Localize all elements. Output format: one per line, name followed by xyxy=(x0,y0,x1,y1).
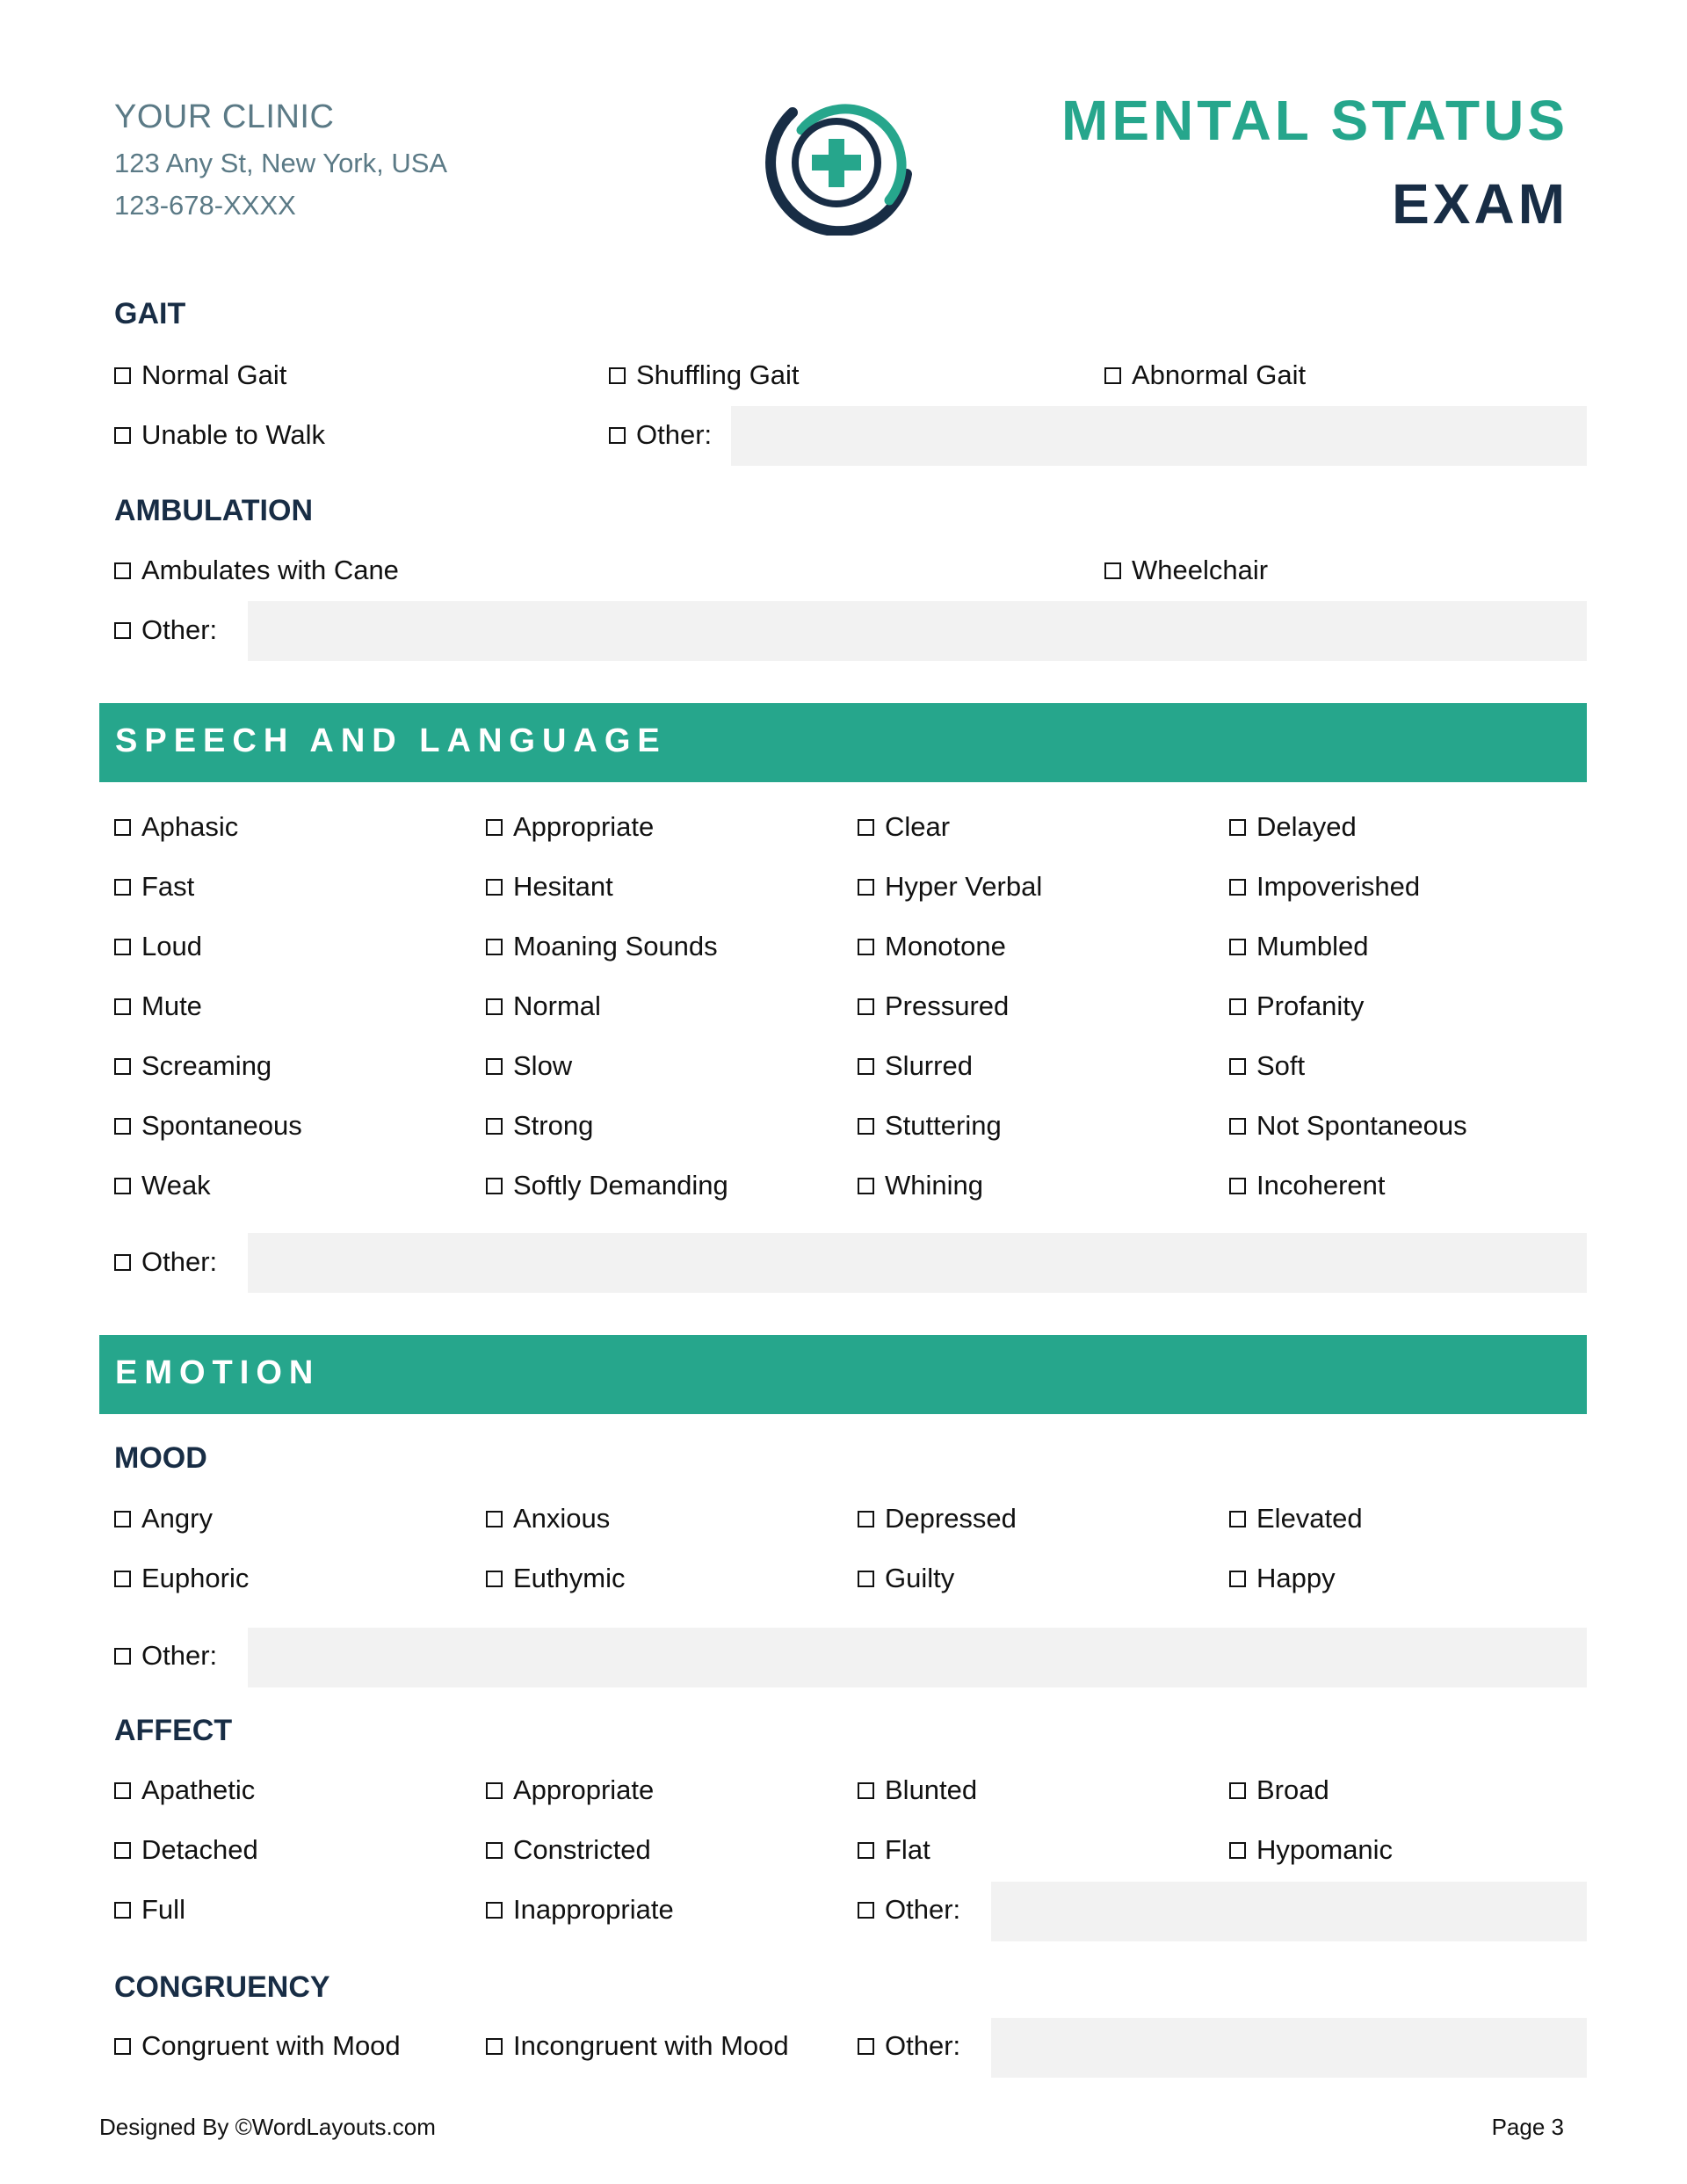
affect-option-checkbox[interactable] xyxy=(114,1832,258,1868)
checkbox-icon[interactable] xyxy=(486,2038,503,2055)
checkbox-icon[interactable] xyxy=(486,879,503,896)
checkbox-icon[interactable] xyxy=(1229,1058,1246,1075)
checkbox-icon[interactable] xyxy=(486,998,503,1015)
checkbox-icon[interactable] xyxy=(486,1842,503,1859)
checkbox-icon[interactable] xyxy=(114,879,131,896)
speech-option-label: Profanity xyxy=(1256,990,1365,1021)
speech-option-checkbox[interactable] xyxy=(114,809,238,845)
mood-option-checkbox[interactable] xyxy=(114,1501,213,1536)
mood-option-checkbox[interactable] xyxy=(858,1501,1017,1536)
affect-option-checkbox[interactable] xyxy=(858,1832,930,1868)
affect-option-label: Appropriate xyxy=(513,1774,655,1805)
checkbox-icon[interactable] xyxy=(858,998,874,1015)
speech-option-label: Slow xyxy=(513,1050,573,1081)
affect-option-checkbox[interactable] xyxy=(486,1892,674,1927)
gait-other-checkbox[interactable]: Other: xyxy=(609,417,712,453)
speech-option-checkbox[interactable] xyxy=(486,929,718,964)
speech-other-input[interactable] xyxy=(248,1233,1587,1293)
checkbox-icon[interactable] xyxy=(858,1118,874,1135)
affect-option-label: Hypomanic xyxy=(1256,1834,1394,1865)
checkbox-icon[interactable] xyxy=(1229,998,1246,1015)
speech-option-label: Not Spontaneous xyxy=(1256,1110,1467,1141)
mood-option-label: Depressed xyxy=(885,1503,1017,1534)
speech-option-label: Appropriate xyxy=(513,811,655,842)
checkbox-icon[interactable] xyxy=(486,1118,503,1135)
speech-option-checkbox[interactable] xyxy=(114,869,194,904)
checkbox-icon[interactable] xyxy=(1104,367,1121,384)
checkbox-icon[interactable] xyxy=(858,1511,874,1527)
mood-option-checkbox[interactable] xyxy=(486,1561,625,1596)
mood-option-checkbox[interactable] xyxy=(114,1561,249,1596)
checkbox-icon[interactable] xyxy=(114,427,131,444)
checkbox-icon[interactable] xyxy=(1229,1511,1246,1527)
speech-other-checkbox[interactable]: Other: xyxy=(114,1244,217,1280)
affect-option-checkbox[interactable] xyxy=(486,1773,654,1808)
speech-option-label: Screaming xyxy=(141,1050,272,1081)
speech-option-label: Loud xyxy=(141,931,202,961)
gait-normal-checkbox[interactable]: Normal Gait xyxy=(114,358,286,393)
ambulation-heading: AMBULATION xyxy=(114,494,313,527)
ambulation-other-input[interactable] xyxy=(248,601,1587,661)
checkbox-icon[interactable] xyxy=(1229,879,1246,896)
congruency-heading: CONGRUENCY xyxy=(114,1970,330,2004)
affect-option-checkbox[interactable] xyxy=(486,1832,651,1868)
speech-option-checkbox[interactable] xyxy=(486,809,654,845)
speech-option-checkbox[interactable] xyxy=(858,929,1006,964)
checkbox-icon[interactable] xyxy=(486,1782,503,1799)
checkbox-icon[interactable] xyxy=(114,1902,131,1919)
congruency-other-checkbox[interactable]: Other: xyxy=(858,2028,960,2064)
speech-option-checkbox[interactable] xyxy=(1229,1048,1305,1084)
congruency-other-input[interactable] xyxy=(991,2018,1587,2078)
speech-option-checkbox[interactable] xyxy=(1229,929,1369,964)
checkbox-icon[interactable] xyxy=(858,1058,874,1075)
mood-other-checkbox[interactable]: Other: xyxy=(114,1638,217,1673)
speech-option-checkbox[interactable] xyxy=(114,1048,272,1084)
affect-option-label: Apathetic xyxy=(141,1774,256,1805)
speech-option-checkbox[interactable] xyxy=(858,1048,973,1084)
checkbox-icon[interactable] xyxy=(486,1511,503,1527)
speech-option-checkbox[interactable] xyxy=(486,869,613,904)
speech-option-label: Hesitant xyxy=(513,871,613,902)
affect-option-label: Constricted xyxy=(513,1834,651,1865)
checkbox-icon[interactable] xyxy=(858,1902,874,1919)
speech-option-checkbox[interactable] xyxy=(1229,869,1420,904)
speech-option-label: Fast xyxy=(141,871,195,902)
speech-option-checkbox[interactable] xyxy=(1229,1168,1386,1203)
speech-option-label: Moaning Sounds xyxy=(513,931,718,961)
checkbox-icon[interactable] xyxy=(114,1648,131,1665)
speech-option-label: Whining xyxy=(885,1170,983,1201)
speech-option-label: Stuttering xyxy=(885,1110,1002,1141)
checkbox-icon[interactable] xyxy=(1229,819,1246,836)
mood-option-label: Euthymic xyxy=(513,1563,626,1593)
checkbox-icon[interactable] xyxy=(114,367,131,384)
mood-option-label: Anxious xyxy=(513,1503,611,1534)
checkbox-icon[interactable] xyxy=(858,1842,874,1859)
speech-option-label: Incoherent xyxy=(1256,1170,1386,1201)
speech-option-label: Hyper Verbal xyxy=(885,871,1043,902)
gait-abnormal-checkbox[interactable]: Abnormal Gait xyxy=(1104,358,1306,393)
affect-option-checkbox[interactable] xyxy=(114,1773,255,1808)
speech-option-checkbox[interactable] xyxy=(858,1108,1002,1143)
speech-option-checkbox[interactable] xyxy=(114,929,202,964)
checkbox-icon[interactable] xyxy=(1229,1842,1246,1859)
affect-option-label: Blunted xyxy=(885,1774,978,1805)
speech-language-title: SPEECH AND LANGUAGE xyxy=(115,722,667,759)
speech-option-label: Aphasic xyxy=(141,811,239,842)
speech-option-checkbox[interactable] xyxy=(858,869,1042,904)
checkbox-icon[interactable] xyxy=(114,998,131,1015)
mood-option-checkbox[interactable] xyxy=(858,1561,954,1596)
checkbox-icon[interactable] xyxy=(114,1254,131,1271)
checkbox-icon[interactable] xyxy=(114,939,131,955)
mood-heading: MOOD xyxy=(114,1441,207,1475)
checkbox-icon[interactable] xyxy=(114,1571,131,1587)
speech-option-checkbox[interactable] xyxy=(114,1168,211,1203)
speech-option-label: Monotone xyxy=(885,931,1006,961)
ambulation-wheelchair-checkbox[interactable]: Wheelchair xyxy=(1104,553,1268,588)
emotion-title: EMOTION xyxy=(115,1354,321,1391)
speech-option-checkbox[interactable] xyxy=(486,989,601,1024)
page-title-line2: EXAM xyxy=(1392,172,1568,236)
page-title-line1: MENTAL STATUS xyxy=(1061,89,1568,152)
mood-option-label: Elevated xyxy=(1256,1503,1363,1534)
speech-option-checkbox[interactable] xyxy=(114,1108,302,1143)
emotion-banner xyxy=(99,1335,1587,1414)
checkbox-icon[interactable] xyxy=(1229,1571,1246,1587)
speech-option-checkbox[interactable] xyxy=(486,1108,593,1143)
checkbox-icon[interactable] xyxy=(1229,1782,1246,1799)
speech-option-label: Softly Demanding xyxy=(513,1170,728,1201)
checkbox-icon[interactable] xyxy=(114,2038,131,2055)
checkbox-icon[interactable] xyxy=(114,1178,131,1194)
ambulation-other-checkbox[interactable]: Other: xyxy=(114,613,217,648)
congruency-congruent-checkbox[interactable]: Congruent with Mood xyxy=(114,2028,401,2064)
speech-option-label: Mute xyxy=(141,990,202,1021)
clinic-address: 123 Any St, New York, USA xyxy=(114,148,448,178)
clinic-name: YOUR CLINIC xyxy=(114,98,335,135)
checkbox-icon[interactable] xyxy=(114,622,131,639)
checkbox-icon[interactable] xyxy=(858,1178,874,1194)
speech-language-banner xyxy=(99,703,1587,782)
affect-option-label: Flat xyxy=(885,1834,930,1865)
speech-option-label: Impoverished xyxy=(1256,871,1421,902)
speech-option-label: Clear xyxy=(885,811,951,842)
speech-option-label: Weak xyxy=(141,1170,211,1201)
gait-heading: GAIT xyxy=(114,297,186,330)
checkbox-icon[interactable] xyxy=(114,819,131,836)
checkbox-icon[interactable] xyxy=(486,939,503,955)
affect-option-checkbox[interactable] xyxy=(114,1892,185,1927)
gait-unable-checkbox[interactable]: Unable to Walk xyxy=(114,417,325,453)
checkbox-icon[interactable] xyxy=(114,1511,131,1527)
checkbox-icon[interactable] xyxy=(1104,562,1121,579)
affect-option-checkbox[interactable] xyxy=(1229,1832,1393,1868)
checkbox-icon[interactable] xyxy=(858,1571,874,1587)
speech-option-checkbox[interactable] xyxy=(858,809,950,845)
checkbox-icon[interactable] xyxy=(1229,1118,1246,1135)
checkbox-icon[interactable] xyxy=(114,1118,131,1135)
speech-option-label: Strong xyxy=(513,1110,594,1141)
checkbox-icon[interactable] xyxy=(858,939,874,955)
speech-option-label: Mumbled xyxy=(1256,931,1369,961)
speech-option-checkbox[interactable] xyxy=(1229,809,1357,845)
mood-other-input[interactable] xyxy=(248,1628,1587,1687)
mood-option-checkbox[interactable] xyxy=(486,1501,610,1536)
affect-option-checkbox[interactable] xyxy=(858,1773,977,1808)
checkbox-icon[interactable] xyxy=(1229,1178,1246,1194)
affect-option-label: Inappropriate xyxy=(513,1894,674,1925)
gait-other-input[interactable] xyxy=(731,406,1587,466)
checkbox-icon[interactable] xyxy=(114,1842,131,1859)
affect-option-label: Full xyxy=(141,1894,185,1925)
speech-option-checkbox[interactable] xyxy=(1229,989,1364,1024)
checkbox-icon[interactable] xyxy=(114,1058,131,1075)
checkbox-icon[interactable] xyxy=(114,562,131,579)
speech-option-label: Delayed xyxy=(1256,811,1357,842)
speech-option-label: Soft xyxy=(1256,1050,1306,1081)
affect-option-checkbox[interactable] xyxy=(1229,1773,1329,1808)
checkbox-icon[interactable] xyxy=(609,367,626,384)
checkbox-icon[interactable] xyxy=(858,819,874,836)
speech-option-label: Spontaneous xyxy=(141,1110,302,1141)
congruency-incongruent-checkbox[interactable]: Incongruent with Mood xyxy=(486,2028,789,2064)
page-number: Page 3 xyxy=(1491,2114,1564,2140)
checkbox-icon[interactable] xyxy=(486,1571,503,1587)
speech-option-checkbox[interactable] xyxy=(486,1048,572,1084)
mood-option-label: Angry xyxy=(141,1503,213,1534)
mood-option-checkbox[interactable] xyxy=(1229,1561,1336,1596)
speech-option-label: Pressured xyxy=(885,990,1010,1021)
mood-option-checkbox[interactable] xyxy=(1229,1501,1363,1536)
medical-cross-logo-icon xyxy=(757,77,916,236)
footer-credit: Designed By ©WordLayouts.com xyxy=(99,2114,436,2140)
checkbox-icon[interactable] xyxy=(486,819,503,836)
speech-option-checkbox[interactable] xyxy=(858,1168,983,1203)
affect-option-label: Broad xyxy=(1256,1774,1329,1805)
checkbox-icon[interactable] xyxy=(858,2038,874,2055)
speech-option-checkbox[interactable] xyxy=(486,1168,728,1203)
checkbox-icon[interactable] xyxy=(858,1782,874,1799)
checkbox-icon[interactable] xyxy=(486,1178,503,1194)
gait-shuffling-checkbox[interactable]: Shuffling Gait xyxy=(609,358,800,393)
checkbox-icon[interactable] xyxy=(486,1058,503,1075)
speech-option-label: Slurred xyxy=(885,1050,973,1081)
mood-option-label: Happy xyxy=(1256,1563,1336,1593)
checkbox-icon[interactable] xyxy=(609,427,626,444)
speech-option-label: Normal xyxy=(513,990,601,1021)
checkbox-icon[interactable] xyxy=(858,879,874,896)
affect-heading: AFFECT xyxy=(114,1714,233,1747)
mood-option-label: Euphoric xyxy=(141,1563,250,1593)
affect-other-checkbox[interactable]: Other: xyxy=(858,1892,960,1927)
checkbox-icon[interactable] xyxy=(114,1782,131,1799)
clinic-phone: 123-678-XXXX xyxy=(114,190,296,221)
speech-option-checkbox[interactable] xyxy=(858,989,1009,1024)
speech-option-checkbox[interactable] xyxy=(1229,1108,1467,1143)
checkbox-icon[interactable] xyxy=(486,1902,503,1919)
speech-option-checkbox[interactable] xyxy=(114,989,202,1024)
checkbox-icon[interactable] xyxy=(1229,939,1246,955)
ambulation-cane-checkbox[interactable]: Ambulates with Cane xyxy=(114,553,399,588)
affect-other-input[interactable] xyxy=(991,1882,1587,1941)
mood-option-label: Guilty xyxy=(885,1563,955,1593)
affect-option-label: Detached xyxy=(141,1834,258,1865)
